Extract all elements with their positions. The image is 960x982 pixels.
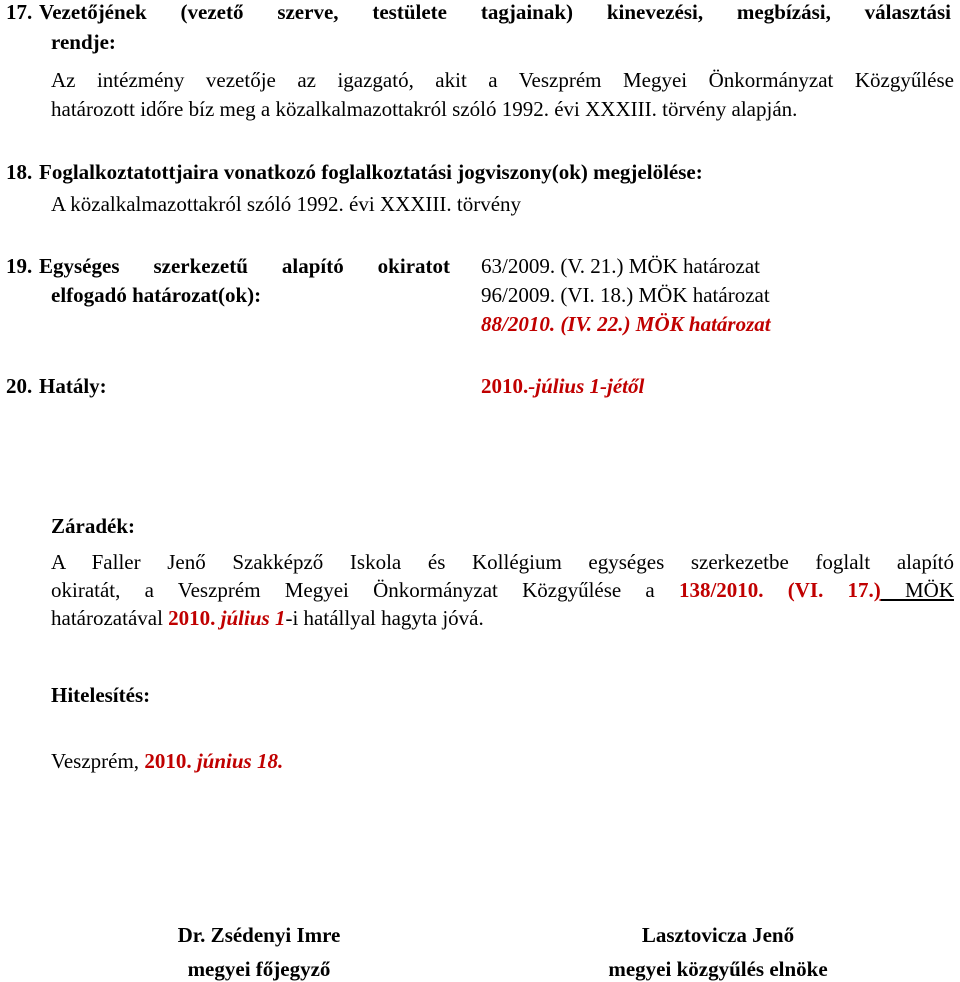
authentication-place-date [51, 749, 283, 774]
authentication-title: Hitelesítés: [51, 683, 151, 707]
section-20-heading [6, 374, 107, 399]
section-17-body-line2: határozott időre bíz meg a közalkalmazottakról szóló 1992. évi XXXIII. törvény alapján. [51, 97, 798, 121]
clause-date-year: 2010. [168, 606, 221, 630]
clause-line2 [51, 578, 954, 603]
authentication-day: június 18. [196, 749, 284, 773]
section-number: 20. [6, 374, 33, 398]
effective-date-year: 2010. [481, 374, 529, 398]
section-19-title-line2: elfogadó határozat(ok): [51, 283, 262, 307]
section-19-title-line1: Egységes szerkezetű alapító okiratot [39, 254, 450, 278]
effective-date [481, 374, 644, 399]
clause-resolution-number: 138/2010. (VI. 17. [678, 578, 874, 602]
section-18-heading [6, 160, 703, 185]
clause-resolution-close: ) [873, 578, 881, 602]
section-18-title: Foglalkoztatottjaira vonatkozó foglalkoztatási jogviszony(ok) megjelölése: [39, 160, 703, 184]
clause-title: Záradék: [51, 514, 135, 538]
resolution-2: 96/2009. (VI. 18.) MÖK határozat [481, 283, 770, 307]
clause-line3-end: -i hatállyal hagyta jóvá. [285, 606, 484, 630]
resolution-3-number: 88/2010. (IV. 22. [481, 312, 624, 336]
clause-line3 [51, 606, 484, 631]
section-17-title-line2: rendje: [51, 30, 116, 54]
clause-line2-text: okiratát, a Veszprém Megyei Önkormányzat Közgyűlése a [51, 578, 679, 602]
signature-1-role: megyei főjegyző [187, 957, 331, 981]
authentication-place: Veszprém, [51, 749, 145, 773]
resolution-3 [481, 312, 771, 337]
resolution-3-suffix: ) MÖK határozat [623, 312, 771, 336]
clause-date-day: július 1 [220, 606, 286, 630]
section-number: 18. [6, 160, 33, 184]
section-17-heading [6, 0, 954, 25]
section-18-body: A közalkalmazottakról szóló 1992. évi XXXIII. törvény [51, 192, 522, 216]
signature-1-name: Dr. Zsédenyi Imre [177, 923, 341, 947]
clause-line3-text: határozatával [51, 606, 169, 630]
section-17-title-line1: Vezetőjének (vezető szerve, testülete tagjainak) kinevezési, megbízási, választási [39, 0, 951, 24]
section-17-body-line1: Az intézmény vezetője az igazgató, akit a Veszprém Megyei Önkormányzat Közgyűlése [51, 68, 954, 92]
section-20-title: Hatály: [39, 374, 107, 398]
effective-date-day: -július 1-jétől [528, 374, 645, 398]
signature-2-name: Lasztovicza Jenő [641, 923, 795, 947]
clause-resolution-body: MÖK [880, 578, 954, 602]
section-number: 19. [6, 254, 33, 278]
resolution-1: 63/2009. (V. 21.) MÖK határozat [481, 254, 760, 278]
authentication-year: 2010. [144, 749, 197, 773]
section-number: 17. [6, 0, 33, 24]
signature-2-role: megyei közgyűlés elnöke [608, 957, 828, 981]
clause-line1: A Faller Jenő Szakképző Iskola és Kollégium egységes szerkezetbe foglalt alapító [51, 550, 954, 574]
section-19-heading [6, 254, 462, 279]
